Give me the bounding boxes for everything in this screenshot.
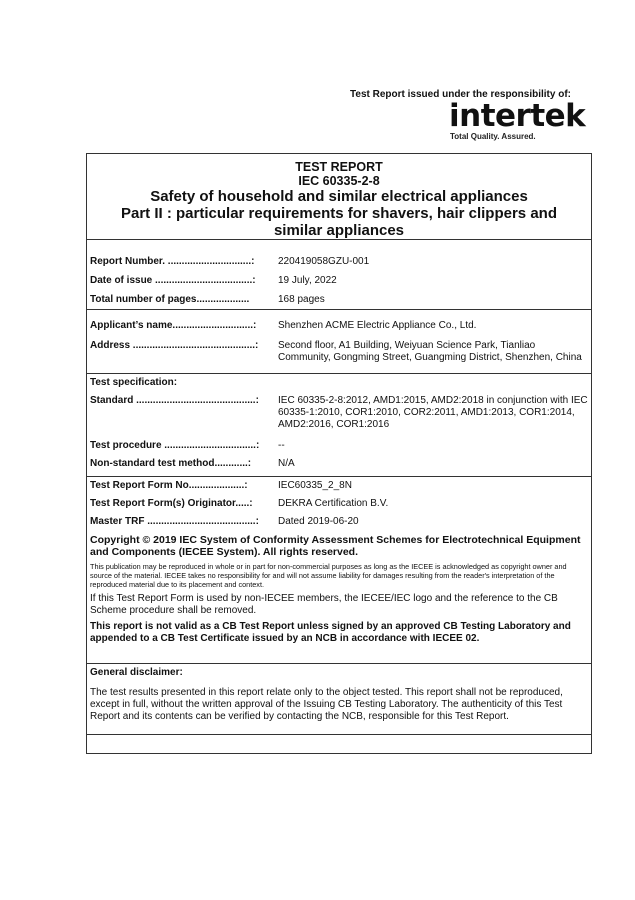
trf-form-no-label: Test Report Form No....................: [90, 480, 248, 491]
date-of-issue-label: Date of issue ...................................: [90, 275, 256, 286]
standard-row [90, 395, 588, 431]
applicant-section [87, 310, 591, 374]
report-subtitle-2: Part II : particular requirements for shavers, hair clippers and similar appliances [121, 205, 557, 239]
address-value: Second floor, A1 Building, Weiyuan Science Park, Tianliao Community, Gongming Street, Guangming District, Shenzhen, China [278, 340, 582, 363]
copyright-notice: Copyright © 2019 IEC System of Conformity Assessment Schemes for Electrotechnical Equipment and Components (IECEE System). All rights reserved. [90, 534, 581, 558]
date-of-issue-value: 19 July, 2022 [278, 275, 337, 286]
disclaimer-section [87, 664, 591, 734]
validity-note: This report is not valid as a CB Test Report unless signed by an approved CB Testing Laboratory and appended to a CB Test Certificate issued by an NCB in accordance with IECEE 02. [90, 621, 571, 644]
non-iecee-note: If this Test Report Form is used by non-IECEE members, the IECEE/IEC logo and the reference to the CB Scheme procedure shall be removed. [90, 593, 558, 616]
total-pages-label: Total number of pages................... [90, 294, 250, 305]
trf-originator-label: Test Report Form(s) Originator.....: [90, 498, 253, 509]
date-of-issue-row [90, 275, 588, 287]
nonstandard-method-value: N/A [278, 458, 295, 469]
report-title: TEST REPORT [295, 160, 383, 174]
test-spec-section [87, 374, 591, 477]
total-pages-value: 168 pages [278, 294, 325, 305]
test-procedure-value: -- [278, 440, 285, 451]
nonstandard-method-row [90, 458, 588, 470]
master-trf-label: Master TRF .......................................: [90, 516, 259, 527]
trf-form-no-row [90, 480, 588, 492]
report-info-section [87, 240, 591, 310]
address-row [90, 340, 588, 364]
master-trf-row [90, 516, 588, 528]
report-number-value: 220419058GZU-001 [278, 256, 370, 267]
publication-note: This publication may be reproduced in whole or in part for non-commercial purposes as long as the IECEE is acknowledged as copyright owner and source of the material. IECEE takes no responsibility for and will not assume liability for damages resulting from the reader's interpretation of the reproduced material due to its placement and context. [90, 562, 567, 589]
nonstandard-method-label: Non-standard test method............: [90, 458, 252, 469]
trf-section [87, 477, 591, 664]
applicant-name-label: Applicant’s name.............................: [90, 320, 257, 331]
applicant-name-value: Shenzhen ACME Electric Appliance Co., Ltd. [278, 320, 477, 331]
disclaimer-heading: General disclaimer: [90, 667, 183, 678]
trf-form-no-value: IEC60335_2_8N [278, 480, 352, 491]
report-subtitle-1: Safety of household and similar electrical appliances [150, 188, 528, 205]
report-number-row [90, 256, 588, 268]
disclaimer-text: The test results presented in this report relate only to the object tested. This report shall not be reproduced, except in full, without the written approval of the Issuing CB Testing Laboratory. The authenticity of this Test Report and its contents can be verified by contacting the NCB, responsible for this Test Report. [90, 687, 563, 722]
total-pages-row [90, 294, 588, 306]
standard-value: IEC 60335-2-8:2012, AMD1:2015, AMD2:2018 in conjunction with IEC 60335-1:2010, COR1:2010, COR2:2011, AMD1:2013, COR1:2014, AMD2:2016, COR1:2016 [278, 395, 588, 430]
applicant-name-row [90, 320, 588, 332]
address-label: Address ............................................: [90, 340, 259, 351]
master-trf-value: Dated 2019-06-20 [278, 516, 359, 527]
test-procedure-row [90, 440, 588, 452]
logo-wordmark: intertek [449, 98, 586, 134]
issuer-line: Test Report issued under the responsibility of: [350, 89, 571, 100]
footer-strip [87, 734, 591, 745]
test-procedure-label: Test procedure .................................: [90, 440, 260, 451]
logo-tagline: Total Quality. Assured. [450, 132, 536, 141]
report-frame [86, 153, 592, 754]
report-number-label: Report Number. ..............................: [90, 256, 255, 267]
test-spec-heading: Test specification: [90, 377, 178, 388]
trf-originator-row [90, 498, 588, 510]
trf-originator-value: DEKRA Certification B.V. [278, 498, 389, 509]
report-standard: IEC 60335-2-8 [298, 174, 380, 188]
intertek-logo [449, 98, 586, 141]
report-header [87, 154, 591, 240]
standard-label: Standard ...........................................: [90, 395, 259, 406]
